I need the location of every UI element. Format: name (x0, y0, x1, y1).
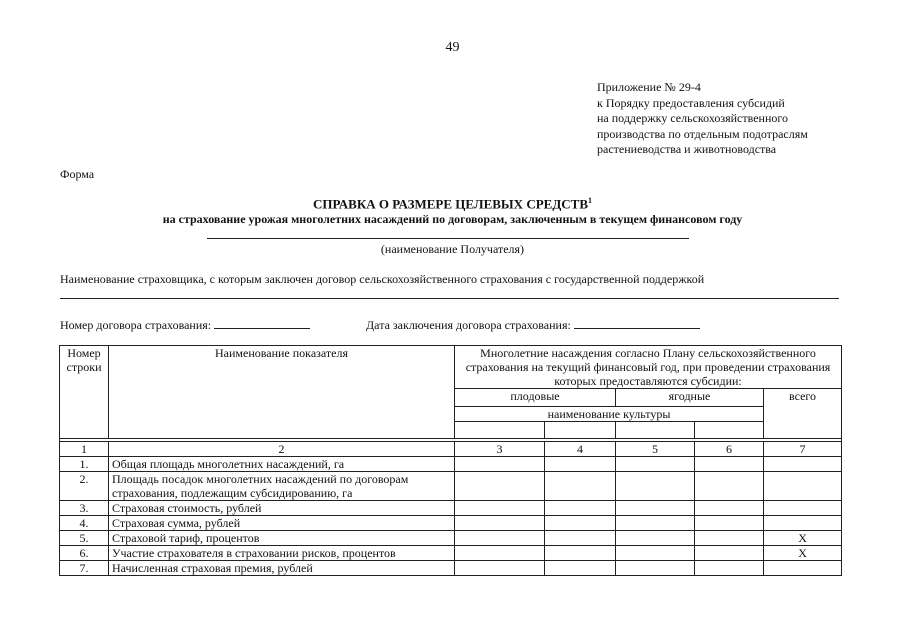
document-title (0, 196, 905, 212)
row-number: 2. (60, 472, 109, 501)
appendix-line: растениеводства и животноводства (597, 142, 777, 156)
column-number: 3 (455, 442, 545, 457)
row-number: 1. (60, 457, 109, 472)
value-cell[interactable] (455, 546, 545, 561)
header-indicator: Наименование показателя (109, 346, 455, 439)
total-cell[interactable]: Х (764, 531, 842, 546)
row-label: Страховая сумма, рублей (109, 516, 455, 531)
appendix-line: на поддержку сельскохозяйственного (597, 111, 789, 125)
column-number: 6 (695, 442, 764, 457)
insurer-label: Наименование страховщика, с которым заключен договор сельскохозяйственного страхования с государственной поддержкой (60, 272, 705, 286)
value-cell[interactable] (616, 531, 695, 546)
value-cell[interactable] (616, 561, 695, 576)
value-cell[interactable] (616, 472, 695, 501)
table-row (60, 501, 842, 516)
recipient-name-line[interactable] (207, 238, 689, 239)
total-cell[interactable] (764, 561, 842, 576)
value-cell[interactable] (545, 561, 616, 576)
table-row (60, 472, 842, 501)
row-label: Страховая стоимость, рублей (109, 501, 455, 516)
column-number: 2 (109, 442, 455, 457)
value-cell[interactable] (695, 561, 764, 576)
table-row (60, 561, 842, 576)
contract-number-field (60, 316, 310, 333)
appendix-line: к Порядку предоставления субсидий (597, 95, 785, 110)
total-cell[interactable] (764, 472, 842, 501)
insurer-name-line[interactable] (60, 298, 839, 299)
subsidy-table (59, 345, 842, 576)
row-label: Общая площадь многолетних насаждений, га (109, 457, 455, 472)
contract-date-field (366, 316, 700, 333)
table-row (60, 531, 842, 546)
value-cell[interactable] (616, 457, 695, 472)
culture-cell[interactable] (616, 422, 695, 439)
header-fruit: плодовые (455, 389, 616, 407)
value-cell[interactable] (455, 501, 545, 516)
value-cell[interactable] (455, 561, 545, 576)
contract-number-label: Номер договора страхования: (60, 318, 212, 332)
appendix-line: производства по отдельным подотраслям (597, 126, 808, 141)
row-label: Участие страхователя в страховании рисков, процентов (109, 546, 455, 561)
row-number: 4. (60, 516, 109, 531)
value-cell[interactable] (695, 531, 764, 546)
value-cell[interactable] (695, 457, 764, 472)
value-cell[interactable] (545, 546, 616, 561)
column-number: 7 (764, 442, 842, 457)
value-cell[interactable] (616, 546, 695, 561)
appendix-note (597, 80, 808, 158)
value-cell[interactable] (695, 546, 764, 561)
form-label: Форма (60, 167, 95, 181)
row-number: 7. (60, 561, 109, 576)
row-label: Площадь посадок многолетних насаждений по договорам страхования, подлежащим субсидированию, га (109, 472, 455, 501)
header-berry: ягодные (616, 389, 764, 407)
value-cell[interactable] (455, 516, 545, 531)
culture-cell[interactable] (455, 422, 545, 439)
total-cell[interactable] (764, 501, 842, 516)
table-row (60, 516, 842, 531)
row-number: 5. (60, 531, 109, 546)
contract-number-blank[interactable] (214, 316, 310, 329)
value-cell[interactable] (616, 516, 695, 531)
value-cell[interactable] (695, 501, 764, 516)
column-number: 5 (616, 442, 695, 457)
value-cell[interactable] (455, 472, 545, 501)
value-cell[interactable] (545, 516, 616, 531)
culture-cell[interactable] (695, 422, 764, 439)
culture-cell[interactable] (545, 422, 616, 439)
title-text: СПРАВКА О РАЗМЕРЕ ЦЕЛЕВЫХ СРЕДСТВ (313, 196, 588, 212)
title-footnote-mark: 1 (588, 196, 592, 205)
document-subtitle: на страхование урожая многолетних насаждений по договорам, заключенным в текущем финансовом году (162, 212, 743, 226)
value-cell[interactable] (455, 531, 545, 546)
contract-date-label: Дата заключения договора страхования: (366, 318, 571, 332)
header-row-number: Номер строки (60, 346, 109, 439)
header-plantings-group: Многолетние насаждения согласно Плану сельскохозяйственного страхования на текущий финансовый год, при проведении страхования которых предоставляются субсидии: (455, 346, 842, 389)
total-cell[interactable]: Х (764, 546, 842, 561)
value-cell[interactable] (545, 501, 616, 516)
value-cell[interactable] (695, 516, 764, 531)
recipient-caption: (наименование Получателя) (380, 242, 525, 256)
total-cell[interactable] (764, 457, 842, 472)
row-label: Начисленная страховая премия, рублей (109, 561, 455, 576)
total-cell[interactable] (764, 516, 842, 531)
appendix-line: Приложение № 29-4 (597, 80, 701, 94)
row-number: 3. (60, 501, 109, 516)
value-cell[interactable] (695, 472, 764, 501)
value-cell[interactable] (616, 501, 695, 516)
contract-date-blank[interactable] (574, 316, 700, 329)
row-label: Страховой тариф, процентов (109, 531, 455, 546)
column-number: 4 (545, 442, 616, 457)
header-culture-name: наименование культуры (455, 407, 764, 422)
table-row (60, 546, 842, 561)
value-cell[interactable] (545, 457, 616, 472)
row-number: 6. (60, 546, 109, 561)
table-row (60, 457, 842, 472)
value-cell[interactable] (545, 472, 616, 501)
column-number: 1 (60, 442, 109, 457)
value-cell[interactable] (545, 531, 616, 546)
page-number: 49 (445, 40, 460, 55)
value-cell[interactable] (455, 457, 545, 472)
header-total: всего (764, 389, 842, 439)
